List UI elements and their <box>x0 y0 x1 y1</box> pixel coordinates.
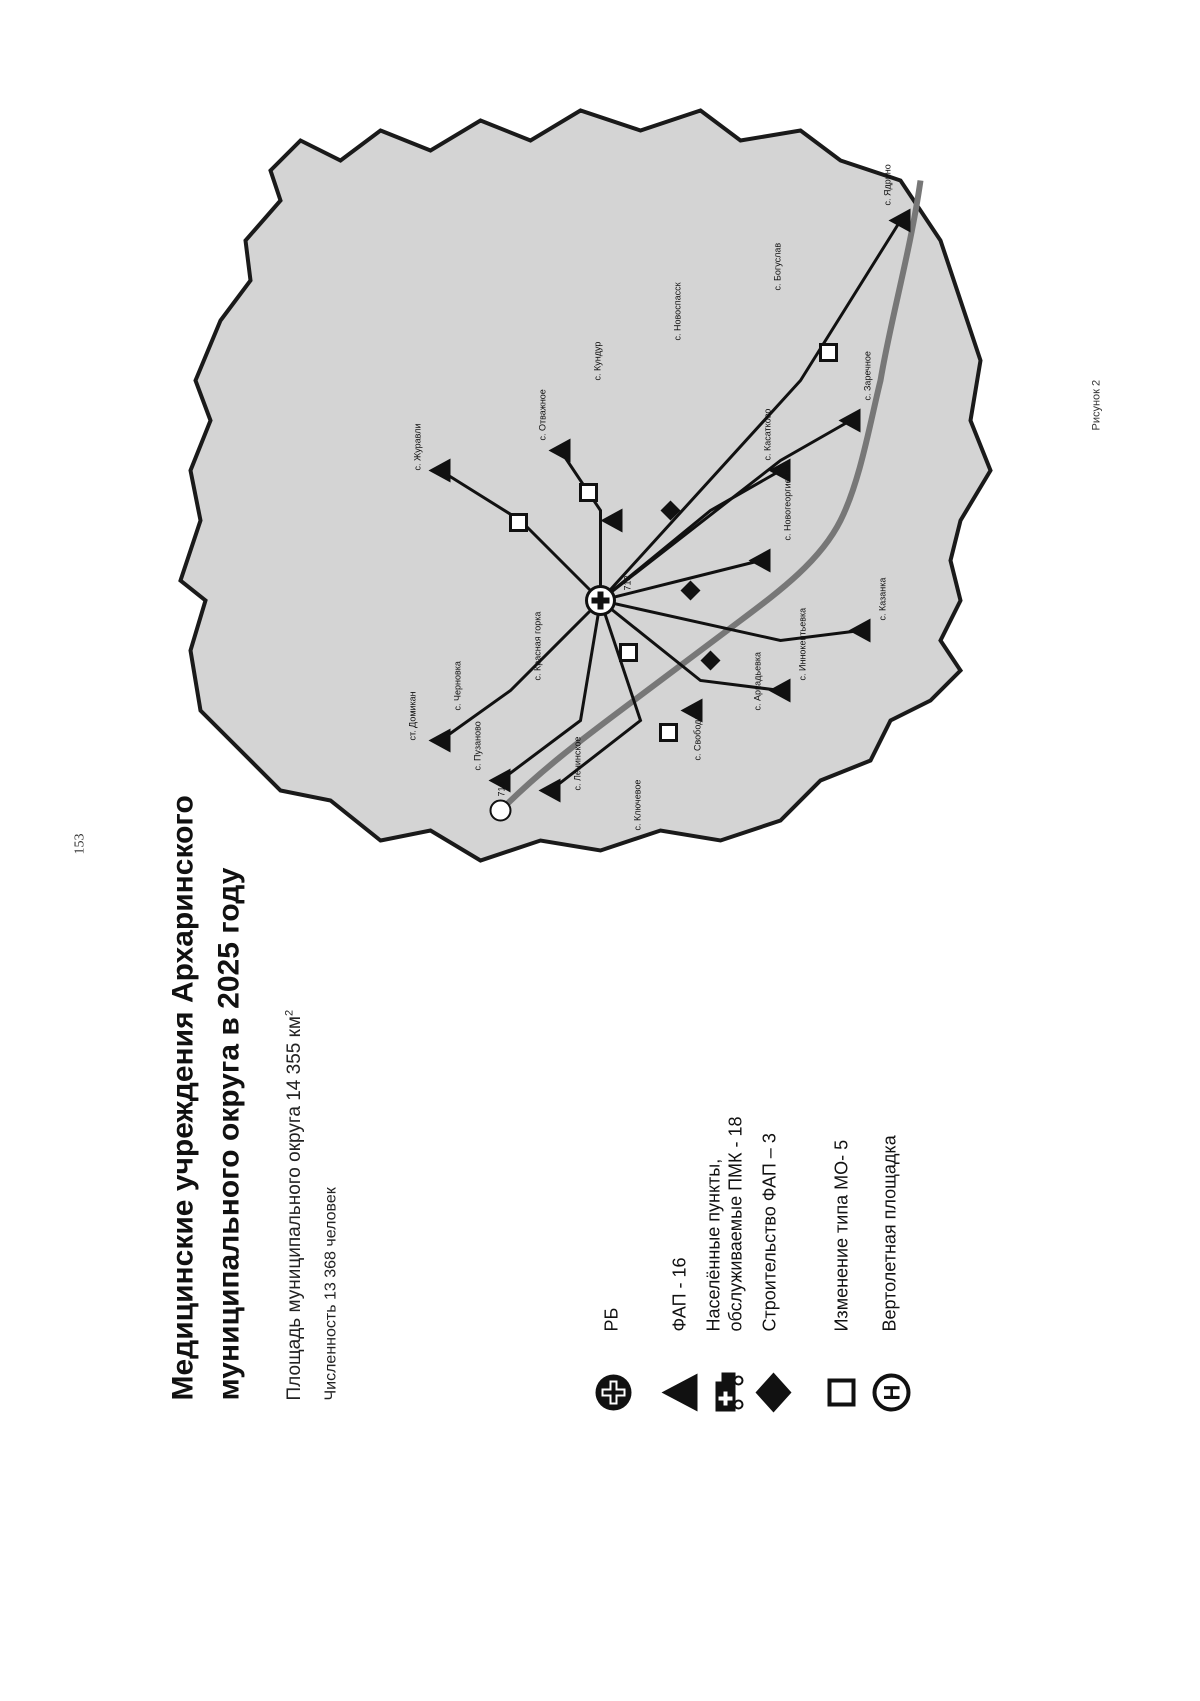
helipad-icon <box>869 1370 915 1416</box>
hospital-cross-icon <box>591 1370 637 1416</box>
place-label: с. Новоспасск <box>672 282 683 341</box>
legend-item-pmk <box>703 1116 749 1415</box>
rotated-slide <box>1 0 1200 1701</box>
place-label: с. Иннокентьевка <box>797 607 808 681</box>
legend-label: РБ <box>601 1307 622 1332</box>
legend-label: Вертолетная площадка <box>879 1135 900 1332</box>
legend-item-fap <box>657 1257 703 1415</box>
square-icon <box>621 645 637 661</box>
legend-label: Населённые пункты, обслуживаемые ПМК - 18 <box>703 1116 746 1332</box>
svg-text:716: 716 <box>496 781 507 797</box>
place-label: с. Казанка <box>877 577 888 621</box>
legend-item-construction <box>751 1133 797 1415</box>
area-text: Площадь муниципального округа 14 355 $км^2$ <box>283 1009 305 1401</box>
square-icon <box>581 485 597 501</box>
legend-item-rb <box>591 1308 637 1416</box>
place-label: с. Красная горка <box>532 611 543 681</box>
square-icon <box>819 1370 865 1416</box>
place-label: с. Свободное <box>692 704 703 761</box>
place-label: с. Кундур <box>592 341 603 381</box>
page-number: 153 <box>72 833 88 855</box>
place-label: с. Заречное <box>862 351 873 401</box>
square-icon <box>511 515 527 531</box>
place-label: с. Журавли <box>412 423 423 471</box>
place-label: с. Касатково <box>762 408 773 461</box>
road-number-713: 713 <box>622 575 633 591</box>
legend-label: Изменение типа МО- 5 <box>831 1139 852 1332</box>
legend-item-helipad <box>869 1135 915 1415</box>
svg-text:H: H <box>879 1384 905 1401</box>
triangle-icon <box>657 1370 703 1416</box>
population-text: Численность 13 368 человек <box>322 1187 340 1401</box>
place-label: с. Аркадьевка <box>752 651 763 711</box>
square-icon <box>661 725 677 741</box>
legend-item-type-change <box>819 1140 865 1416</box>
square-icon <box>821 345 837 361</box>
place-label: с. Богуслав <box>772 242 783 291</box>
legend-label: ФАП - 16 <box>669 1257 690 1332</box>
place-label: с. Новогеоргиевка <box>782 464 793 541</box>
mobile-unit-icon <box>703 1370 749 1416</box>
place-label: с. Ядрино <box>882 164 893 206</box>
hospital-cross-icon <box>587 587 615 615</box>
district-map <box>81 61 1081 941</box>
place-label: ст. Домикан <box>407 691 418 741</box>
diamond-icon <box>751 1370 797 1416</box>
place-label: с. Ленинское <box>572 736 583 791</box>
figure-caption: Рисунок 2 <box>1090 379 1103 431</box>
place-label: с. Черновка <box>452 661 463 711</box>
place-label: с. Отважное <box>537 389 548 441</box>
legend-label: Строительство ФАП – 3 <box>759 1133 780 1332</box>
place-label: с. Пузаново <box>472 721 483 771</box>
page-title: Медицинские учреждения Архаринского муниципального округа в 2025 году <box>166 795 246 1401</box>
place-label: с. Ключевое <box>632 779 643 831</box>
